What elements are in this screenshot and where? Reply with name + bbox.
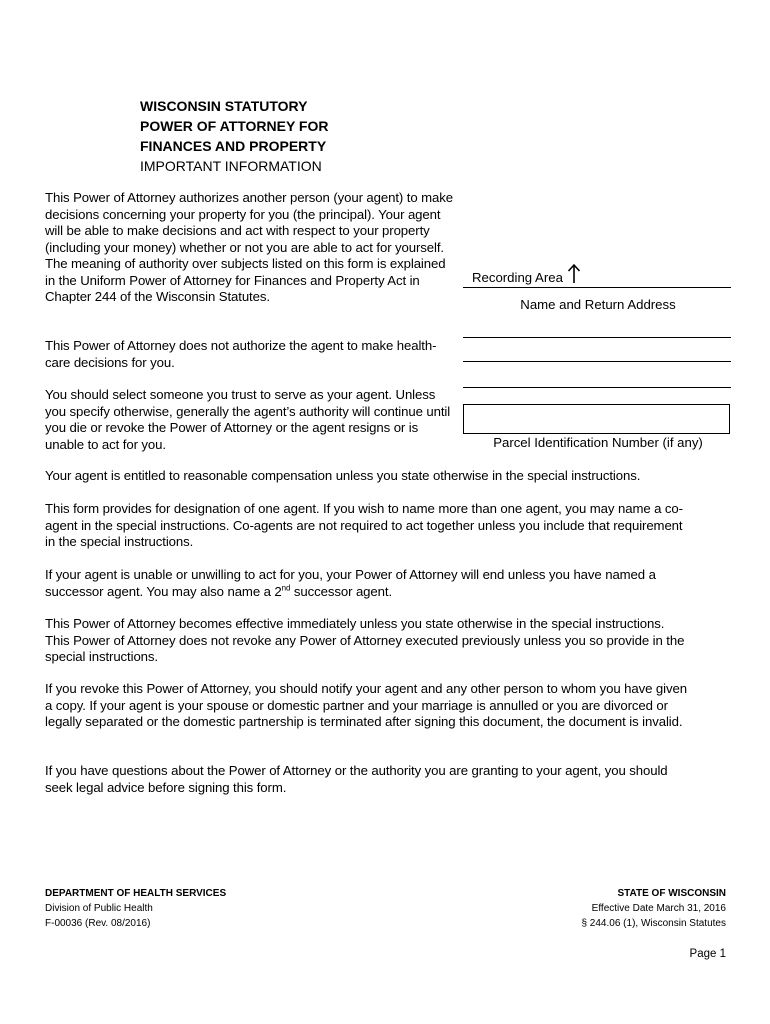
paragraph-legal-advice: If you have questions about the Power of Attorney or the authority you are granting to your agent, you should seek legal advice before signing this form. <box>45 763 668 795</box>
footer-state <box>426 886 726 931</box>
footer-form-number: F-00036 (Rev. 08/2016) <box>45 918 151 929</box>
parcel-id-label: Parcel Identification Number (if any) <box>493 435 703 450</box>
parcel-id-field[interactable] <box>463 404 730 434</box>
footer-department <box>45 886 345 931</box>
footer-state-name: STATE OF WISCONSIN <box>617 888 726 899</box>
ordinal-superscript: nd <box>281 583 291 593</box>
title-line-2: POWER OF ATTORNEY FOR <box>140 118 329 134</box>
paragraph-select-agent: You should select someone you trust to serve as your agent. Unless you specify otherwise, generally the agent’s authority will continue until you die or revoke the Power of Attorney or the agent resigns or is unable to act for you. <box>45 387 451 452</box>
recording-area-label: Recording Area <box>472 270 563 285</box>
page-number-value: 1 <box>719 948 726 960</box>
document-title <box>140 96 460 176</box>
paragraph-compensation: Your agent is entitled to reasonable compensation unless you state otherwise in the special instructions. <box>45 468 641 483</box>
address-line-3[interactable] <box>463 387 731 388</box>
footer-division: Division of Public Health <box>45 903 153 914</box>
paragraph-effective: This Power of Attorney becomes effective immediately unless you state otherwise in the special instructions. This Power of Attorney does not revoke any Power of Attorney executed previously unless you so provide in the special instructions. <box>45 616 685 664</box>
paragraph-co-agent: This form provides for designation of one agent. If you wish to name more than one agent, you may name a co-agent in the special instructions. Co-agents are not required to act together unless you include that requirement in the special instructions. <box>45 501 683 549</box>
paragraph-successor-agent <box>45 567 695 600</box>
footer-effective-date: Effective Date March 31, 2016 <box>591 903 726 914</box>
title-line-1: WISCONSIN STATUTORY <box>140 98 308 114</box>
title-line-3: FINANCES AND PROPERTY <box>140 138 327 154</box>
name-return-address-label: Name and Return Address <box>520 297 676 312</box>
paragraph-revoke: If you revoke this Power of Attorney, you should notify your agent and any other person to whom you have given a copy. If your agent is your spouse or domestic partner and your marriage is annulled or you are divorced or legally separated or the domestic partnership is terminated after signing this document, the document is invalid. <box>45 681 687 729</box>
footer-department-name: DEPARTMENT OF HEALTH SERVICES <box>45 888 227 899</box>
successor-text-part2: successor agent. <box>290 583 393 599</box>
paragraph-health-care: This Power of Attorney does not authorize the agent to make health-care decisions for you. <box>45 338 437 370</box>
footer-statute: § 244.06 (1), Wisconsin Statutes <box>581 918 726 929</box>
recording-area-line <box>463 287 731 288</box>
up-arrow-icon <box>566 262 582 284</box>
address-line-2[interactable] <box>463 361 731 362</box>
title-subtitle: IMPORTANT INFORMATION <box>140 158 322 174</box>
address-line-1[interactable] <box>463 337 731 338</box>
page-label: Page <box>689 948 717 960</box>
paragraph-authorization: This Power of Attorney authorizes another person (your agent) to make decisions concerning your property for you (the principal). Your agent will be able to make decisions and act with respect to your property (including your money) whether or not you are able to act for yourself. The meaning of authority over subjects listed on this form is explained in the Uniform Power of Attorney for Finances and Property Act in Chapter 244 of the Wisconsin Statutes. <box>45 190 453 304</box>
successor-text-part1: If your agent is unable or unwilling to act for you, your Power of Attorney will end unless you have named a successor agent. You may also name a 2 <box>45 567 656 599</box>
page-number <box>690 946 726 962</box>
